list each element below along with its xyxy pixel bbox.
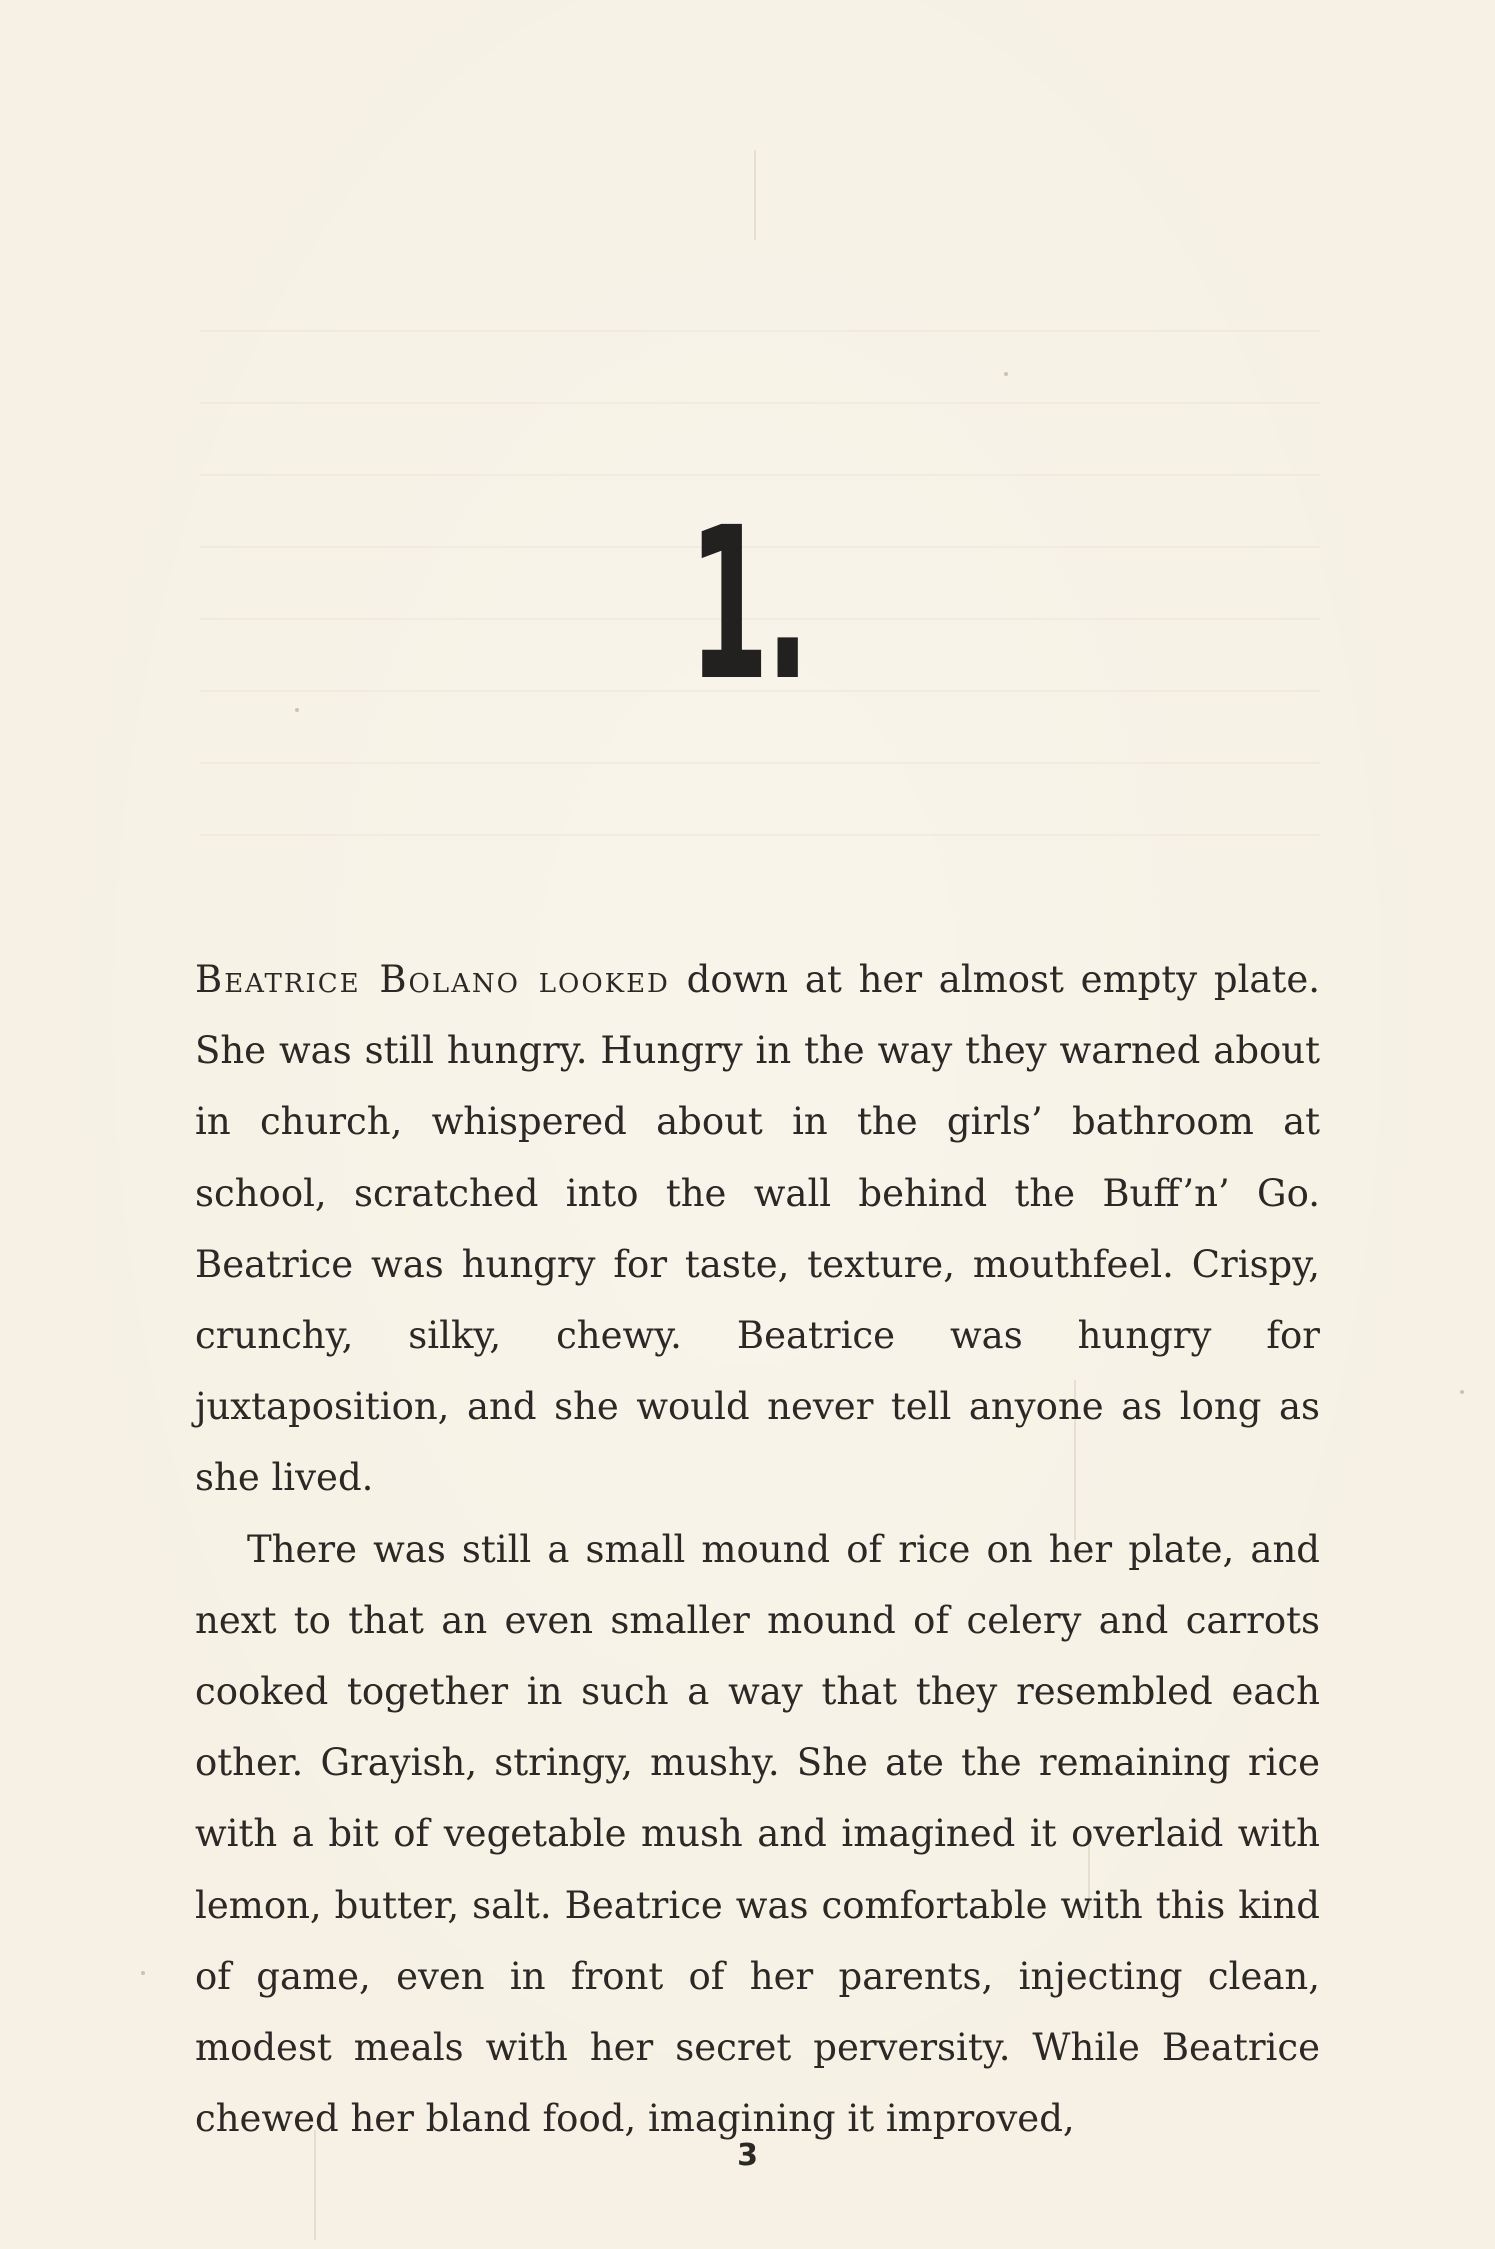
paragraph-1-text: down at her almost empty plate. She was still hungry. Hungry in the way they warned about in church, whispered about in the girls’ bathroom at school, scratched into the wall behind the Buff’n’ Go. Beatrice was hungry for taste, texture, mouthfeel. Crispy, crunchy, silky, chewy. Beatrice was hungry for juxtaposition, and she would never tell anyone as long as she lived. bbox=[195, 958, 1320, 1500]
page-number: 3 bbox=[737, 2138, 758, 2173]
paper-texture bbox=[200, 474, 1320, 476]
paper-speck bbox=[1004, 372, 1008, 376]
opening-words: Beatrice Bolano looked bbox=[195, 958, 670, 1001]
paper-speck bbox=[141, 1971, 145, 1975]
paper-texture bbox=[200, 762, 1320, 764]
chapter-body bbox=[195, 944, 1320, 2154]
paper-texture bbox=[200, 402, 1320, 404]
paragraph-1 bbox=[195, 944, 1320, 1514]
paragraph-2: There was still a small mound of rice on her plate, and next to that an even smaller mound of celery and carrots cooked together in such a way that they resembled each other. Grayish, stringy, mushy. She ate the remaining rice with a bit of vegetable mush and imagined it overlaid with lemon, butter, salt. Beatrice was comfortable with this kind of game, even in front of her parents, injecting clean, modest meals with her secret perversity. While Beatrice chewed her bland food, imagining it improved, bbox=[195, 1527, 1320, 2141]
paper-texture bbox=[200, 834, 1320, 836]
paper-texture bbox=[754, 150, 756, 240]
paper-speck bbox=[295, 708, 299, 712]
paper-speck bbox=[1460, 1390, 1464, 1394]
chapter-number: 1. bbox=[688, 482, 807, 727]
paper-texture bbox=[200, 330, 1320, 332]
